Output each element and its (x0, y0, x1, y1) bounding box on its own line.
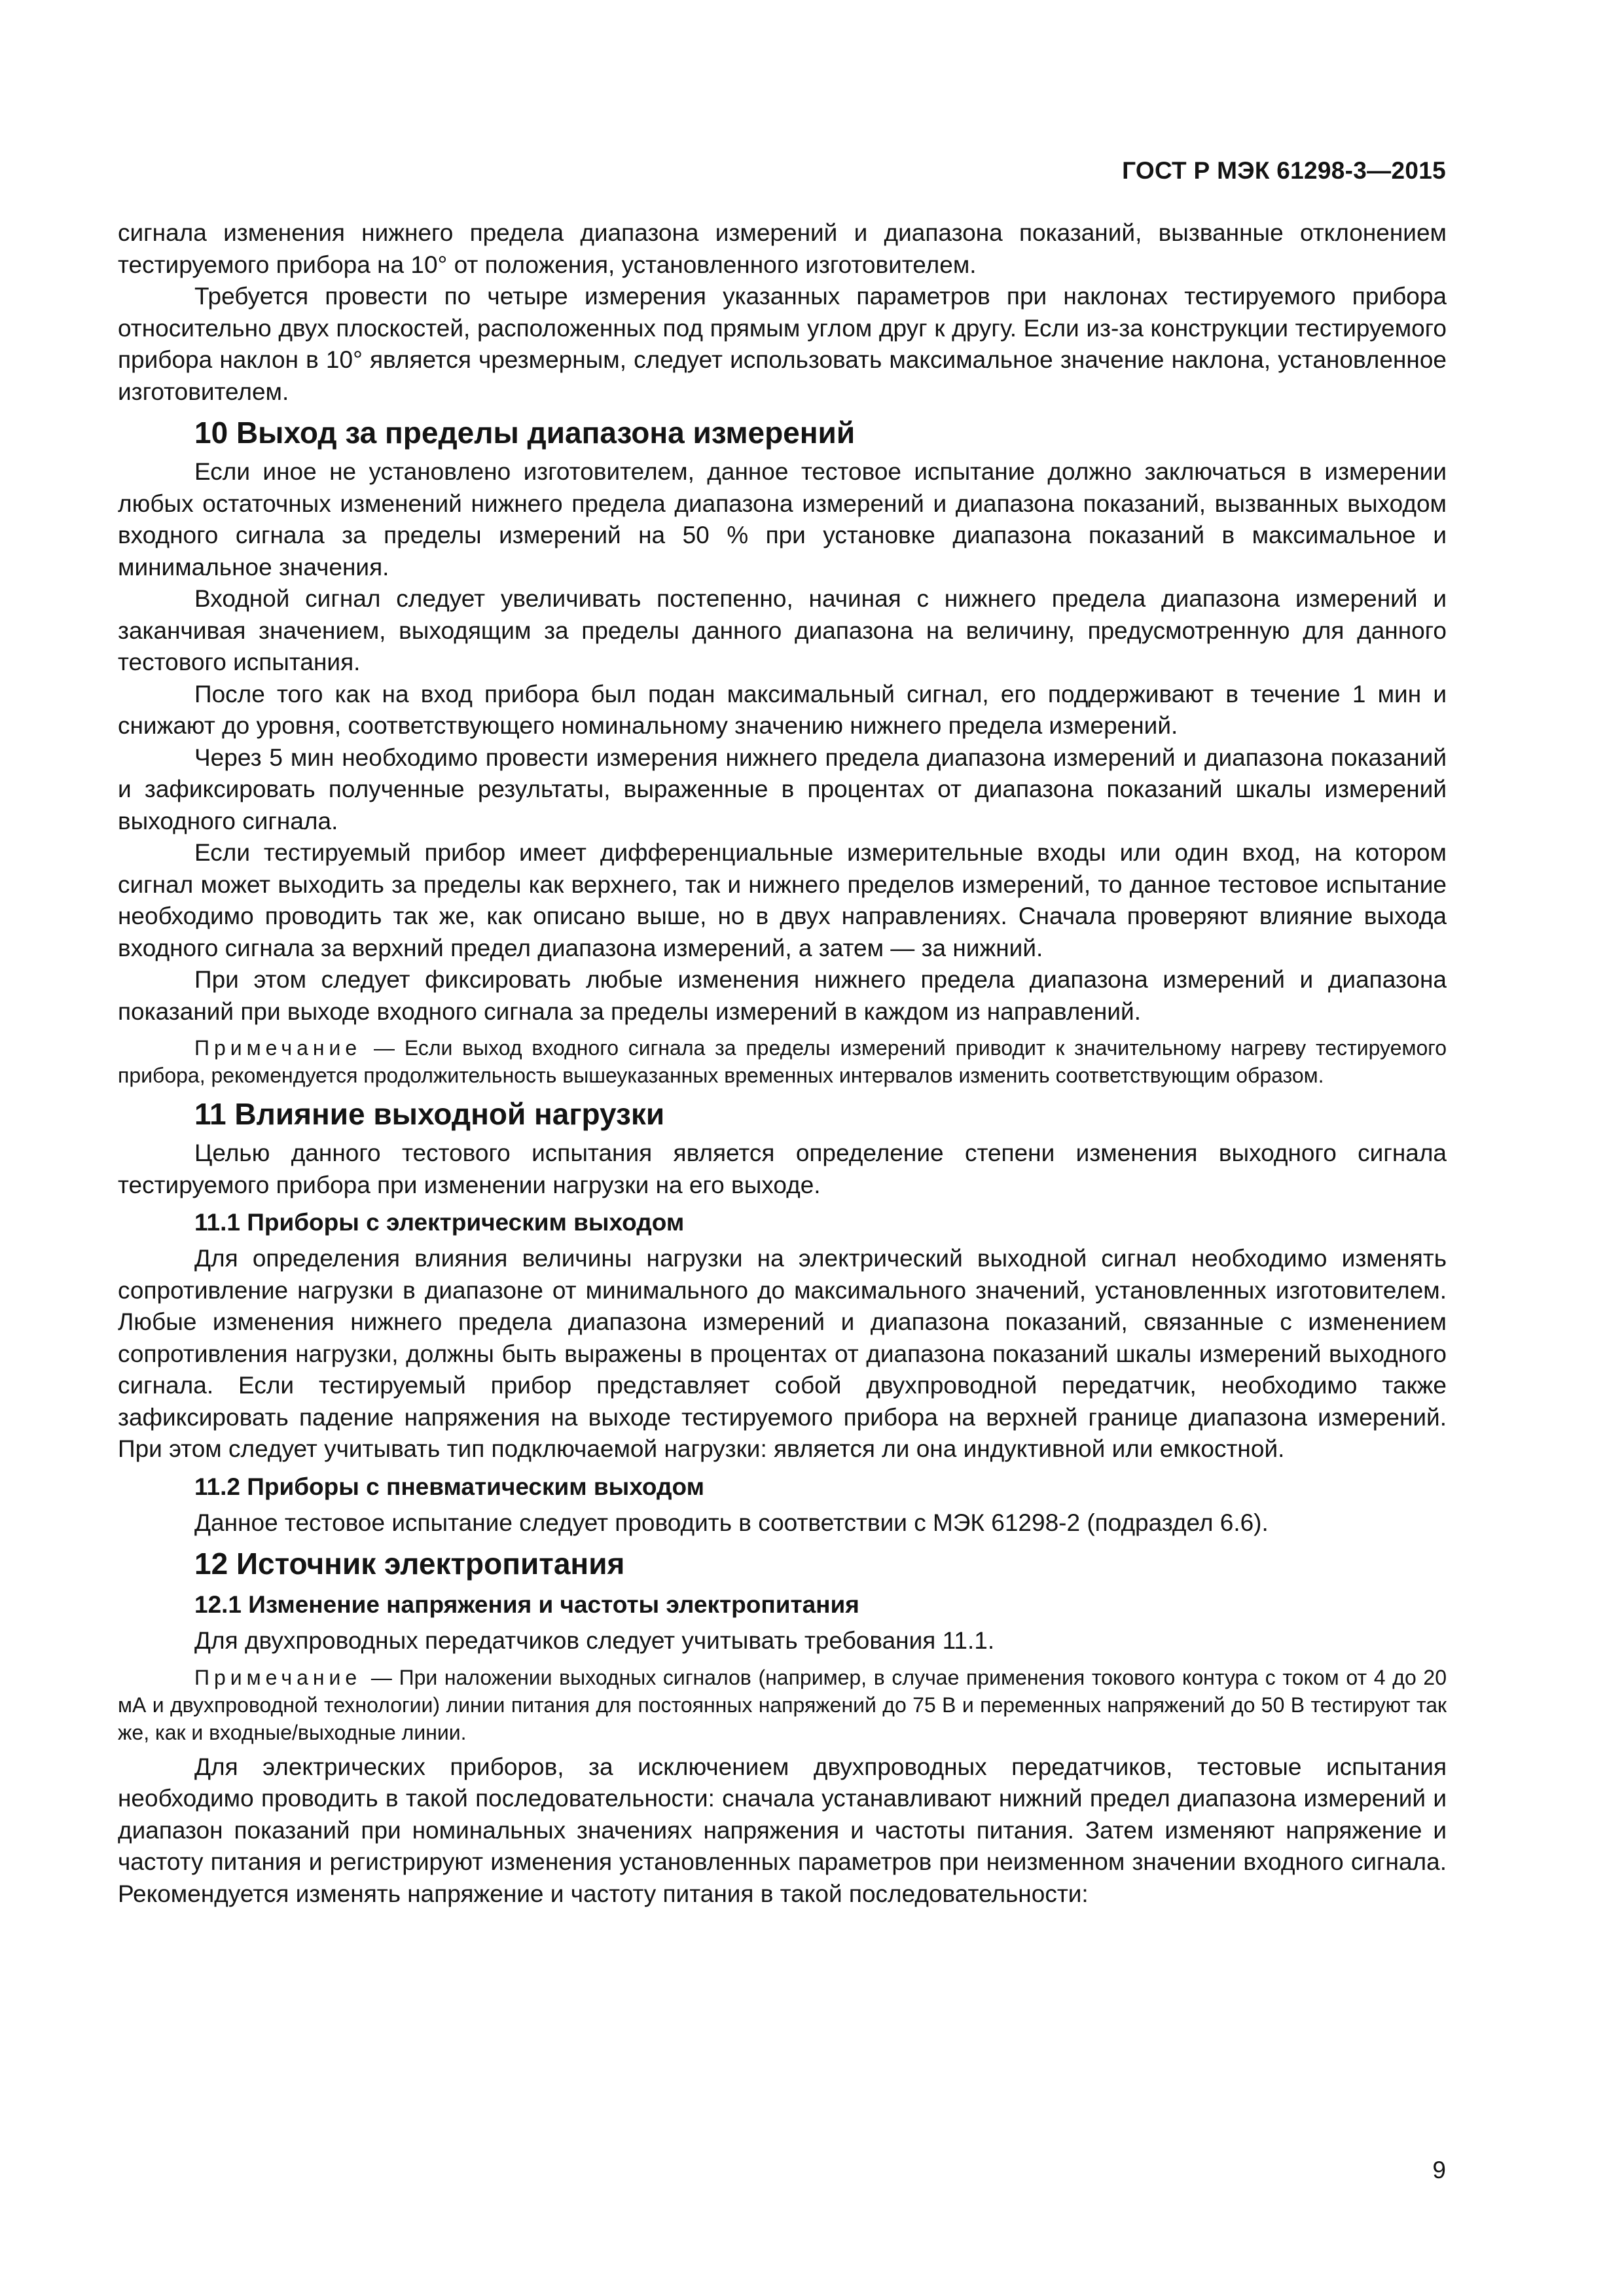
paragraph: Целью данного тестового испытания является определение степени изменения выходного сигнала тестируемого прибора при изменении нагрузки на его выходе. (118, 1139, 1447, 1198)
paragraph: сигнала изменения нижнего предела диапазона измерений и диапазона показаний, вызванные отклонением тестируемого прибора на 10° от положения, установленного изготовителем. (118, 219, 1447, 278)
paragraph: Для двухпроводных передатчиков следует учитывать требования 11.1. (194, 1627, 995, 1654)
note-text: — Если выход входного сигнала за пределы измерений приводит к значительному нагреву тестируемого прибора, рекомендуется продолжительность вышеуказанных временных интервалов изменить соответствующим образом. (118, 1036, 1447, 1087)
section-10-heading: 10 Выход за пределы диапазона измерений (194, 416, 856, 450)
subsection-11-2-heading: 11.2 Приборы с пневматическим выходом (194, 1473, 704, 1500)
page-number: 9 (1432, 2157, 1446, 2183)
note (118, 1664, 1447, 1746)
note-text: — При наложении выходных сигналов (например, в случае применения токового контура с током от 4 до 20 мА и двухпроводной технологии) линии питания для постоянных напряжений до 75 В и переменных напряжений до 50 В тестируют так же, как и входные/выходные линии. (118, 1665, 1447, 1744)
standard-designation: ГОСТ Р МЭК 61298-3—2015 (1122, 157, 1446, 184)
paragraph: После того как на вход прибора был подан максимальный сигнал, его поддерживают в течение 1 мин и снижают до уровня, соответствующего номинальному значению нижнего предела измерений. (118, 680, 1447, 739)
note-label: Примечание (194, 1665, 362, 1689)
subsection-11-1-heading: 11.1 Приборы с электрическим выходом (194, 1209, 685, 1236)
page-body (118, 217, 1447, 1910)
paragraph: Требуется провести по четыре измерения указанных параметров при наклонах тестируемого прибора относительно двух плоскостей, расположенных под прямым углом друг к другу. Если из-за конструкции тестируемого прибора наклон в 10° является чрезмерным, следует использовать максимальное значение наклона, установленное изготовителем. (118, 283, 1447, 405)
section-12-heading: 12 Источник электропитания (194, 1547, 625, 1581)
paragraph: Для электрических приборов, за исключением двухпроводных передатчиков, тестовые испытания необходимо проводить в такой последовательности: сначала устанавливают нижний предел диапазона измерений и диапазон показаний при номинальных значениях напряжения и частоты питания. Затем изменяют напряжение и частоту питания и регистрируют изменения установленных параметров при неизменном значении входного сигнала. Рекомендуется изменять напряжение и частоту питания в такой последовательности: (118, 1753, 1447, 1907)
subsection-12-1-heading: 12.1 Изменение напряжения и частоты электропитания (194, 1591, 859, 1618)
paragraph: Данное тестовое испытание следует проводить в соответствии с МЭК 61298-2 (подраздел 6.6). (194, 1509, 1269, 1536)
note-label: Примечание (194, 1036, 362, 1060)
paragraph: Через 5 мин необходимо провести измерения нижнего предела диапазона измерений и диапазона показаний и зафиксировать полученные результаты, выраженные в процентах от диапазона показаний шкалы измерений выходного сигнала. (118, 744, 1447, 834)
paragraph: При этом следует фиксировать любые изменения нижнего предела диапазона измерений и диапазона показаний при выходе входного сигнала за пределы измерений в каждом из направлений. (118, 966, 1447, 1025)
note (118, 1034, 1447, 1089)
paragraph: Если иное не установлено изготовителем, данное тестовое испытание должно заключаться в измерении любых остаточных изменений нижнего предела диапазона измерений и диапазона показаний, вызванных выходом входного сигнала за пределы измерений на 50 % при установке диапазона показаний в максимальное и минимальное значения. (118, 458, 1447, 581)
paragraph: Если тестируемый прибор имеет дифференциальные измерительные входы или один вход, на котором сигнал может выходить за пределы как верхнего, так и нижнего пределов измерений, то данное тестовое испытание необходимо проводить так же, как описано выше, но в двух направлениях. Сначала проверяют влияние выхода входного сигнала за верхний предел диапазона измерений, а затем — за нижний. (118, 839, 1447, 961)
paragraph: Для определения влияния величины нагрузки на электрический выходной сигнал необходимо изменять сопротивление нагрузки в диапазоне от минимального до максимального значений, установленных изготовителем. Любые изменения нижнего предела диапазона измерений и диапазона показаний, связанные с изменением сопротивления нагрузки, должны быть выражены в процентах от диапазона показаний шкалы измерений выходного сигнала. Если тестируемый прибор представляет собой двухпроводной передатчик, необходимо также зафиксировать падение напряжения на выходе тестируемого прибора на верхней границе диапазона измерений. При этом следует учитывать тип подключаемой нагрузки: является ли она индуктивной или емкостной. (118, 1245, 1447, 1462)
paragraph: Входной сигнал следует увеличивать постепенно, начиная с нижнего предела диапазона измерений и заканчивая значением, выходящим за пределы данного диапазона на величину, предусмотренную для данного тестового испытания. (118, 585, 1447, 675)
section-11-heading: 11 Влияние выходной нагрузки (194, 1097, 665, 1131)
